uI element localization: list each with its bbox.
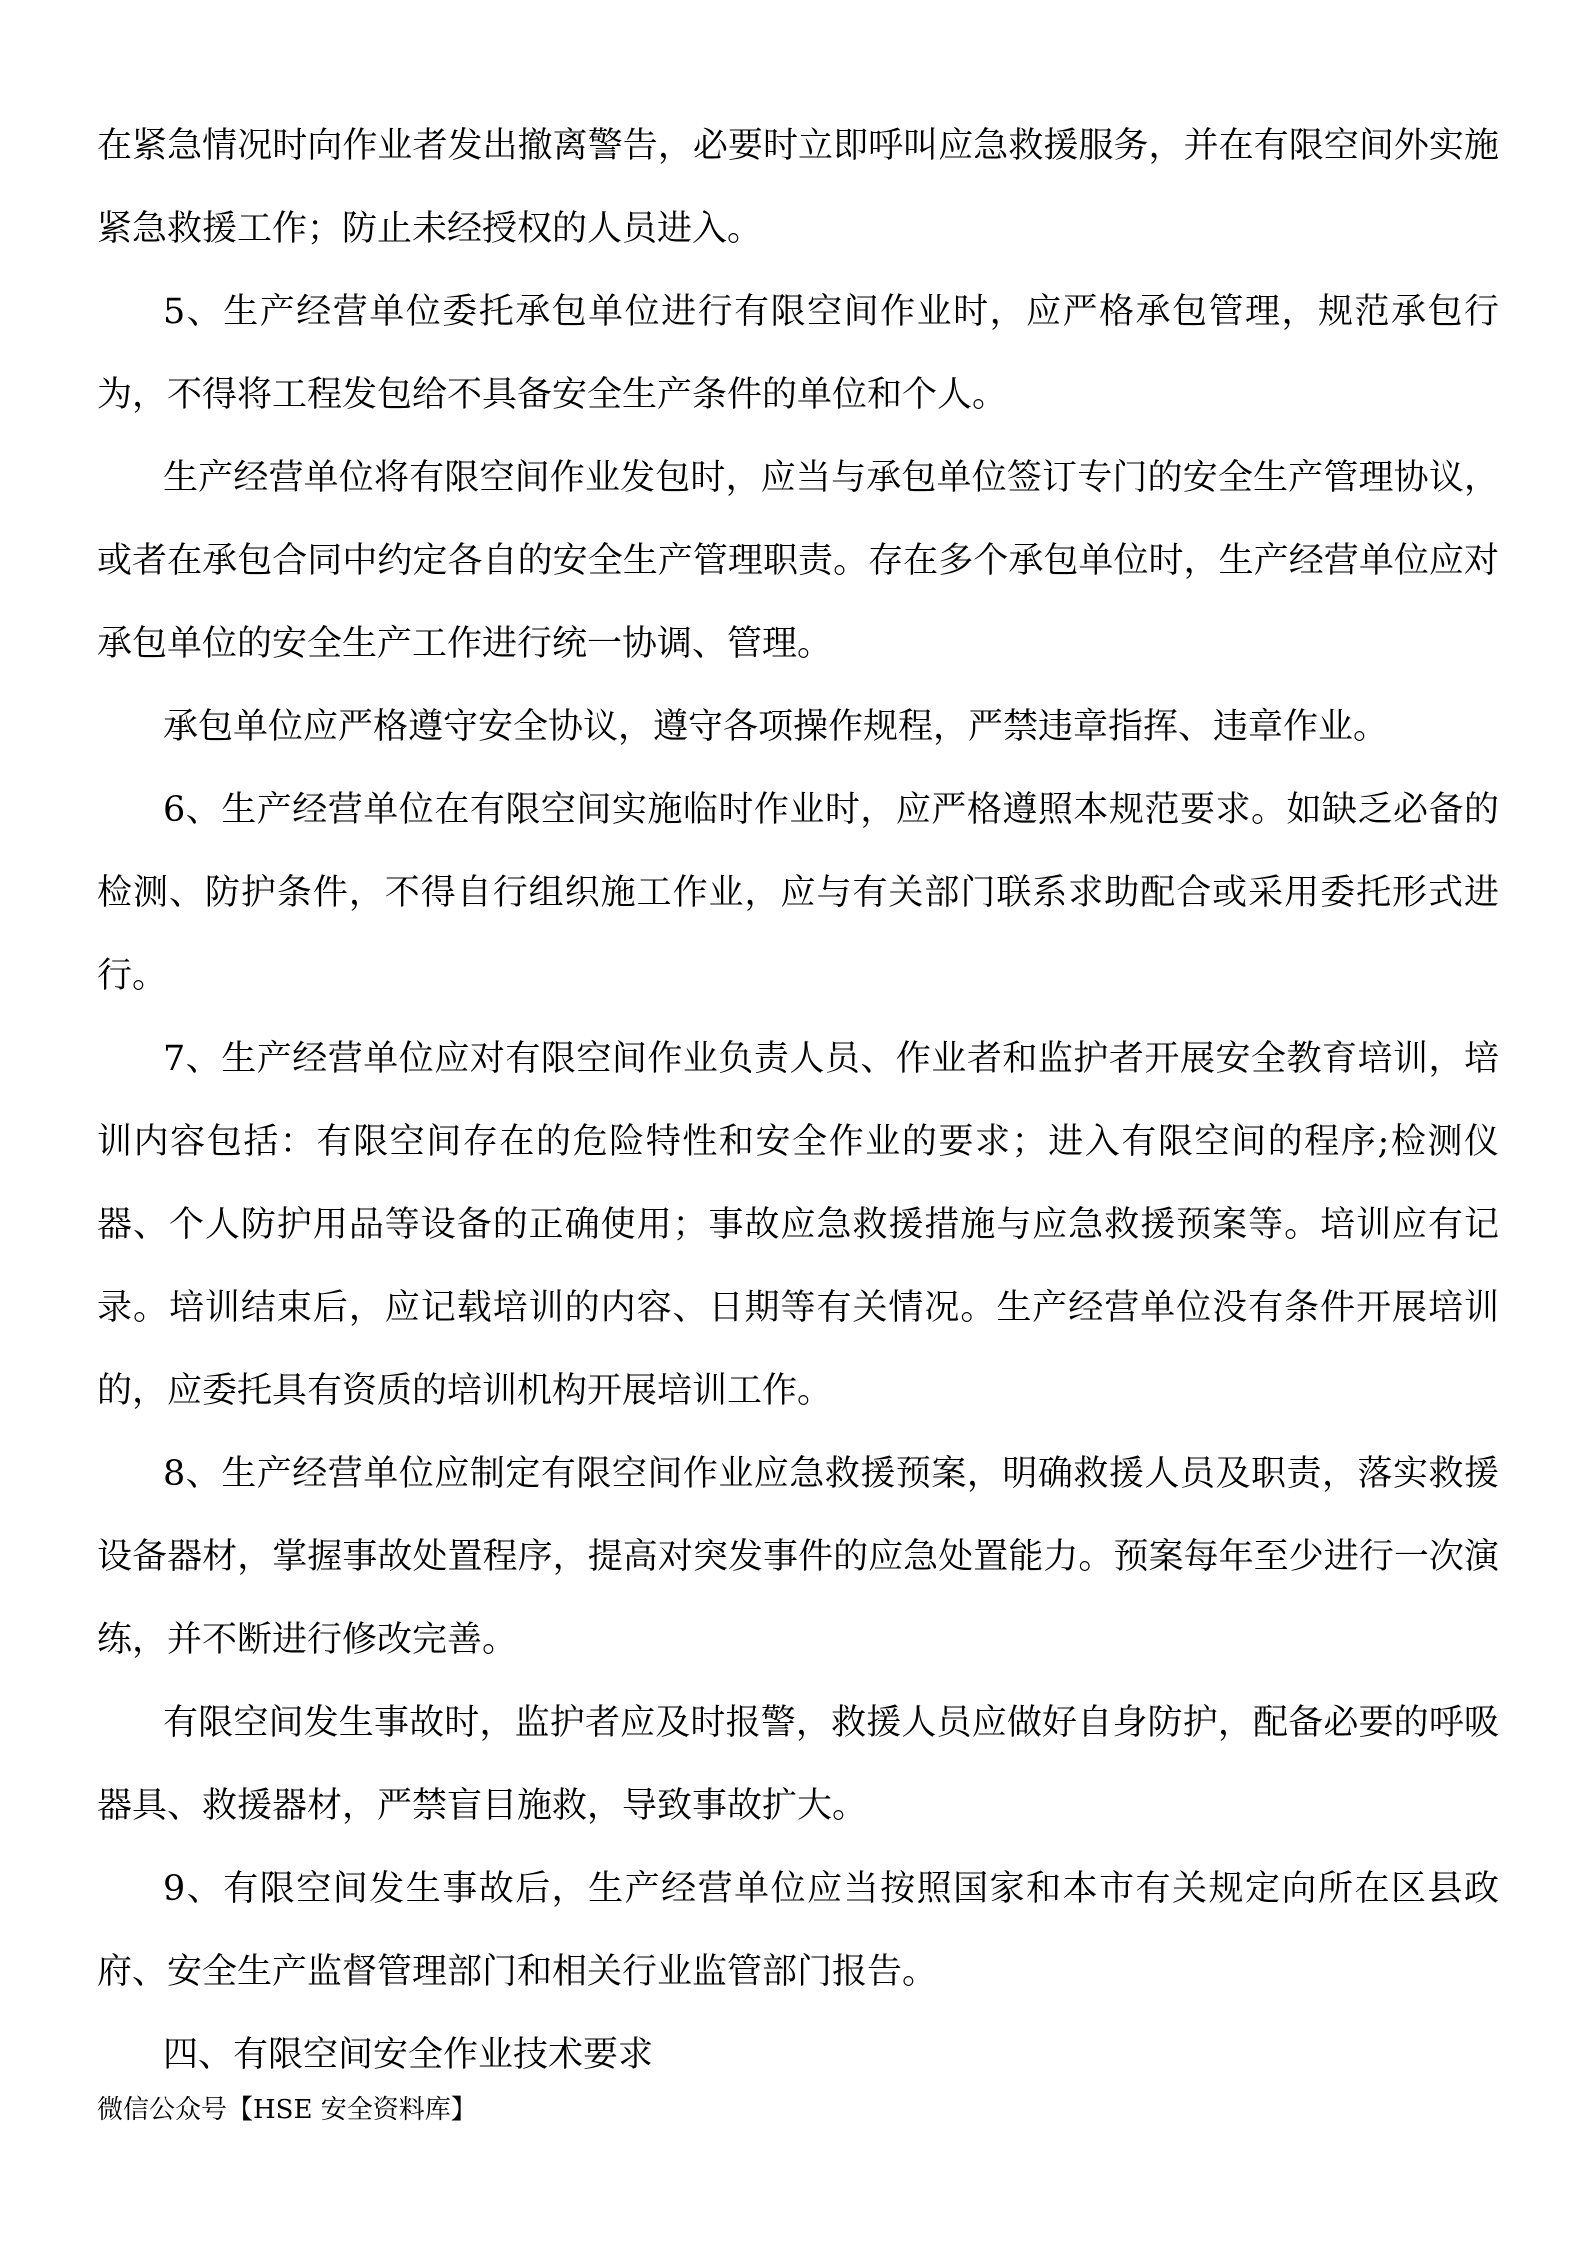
paragraph-contractor-compliance: 承包单位应严格遵守安全协议，遵守各项操作规程，严禁违章指挥、违章作业。 [163, 707, 1389, 747]
footer-watermark-text: 微信公众号【HSE 安全资料库】 [97, 2095, 477, 2125]
paragraph-item-8: 8、生产经营单位应制定有限空间作业应急救援预案，明确救援人员及职责，落实救援设备器材，掌握事故处置程序，提高对突发事件的应急处置能力。预案每年至少进行一次演练，并不断进行修改完善。 [97, 1454, 1499, 1660]
paragraph-emergency-warning: 在紧急情况时向作业者发出撤离警告，必要时立即呼叫应急救援服务，并在有限空间外实施紧急救援工作；防止未经授权的人员进入。 [97, 126, 1499, 249]
paragraph-item-7: 7、生产经营单位应对有限空间作业负责人员、作业者和监护者开展安全教育培训，培训内容包括：有限空间存在的危险特性和安全作业的要求；进入有限空间的程序;检测仪器、个人防护用品等设备的正确使用；事故应急救援措施与应急救援预案等。培训应有记录。培训结束后，应记载培训的内容、日期等有关情况。生产经营单位没有条件开展培训的，应委托具有资质的培训机构开展培训工作。 [97, 1039, 1499, 1411]
paragraph-item-5: 5、生产经营单位委托承包单位进行有限空间作业时，应严格承包管理，规范承包行为，不得将工程发包给不具备安全生产条件的单位和个人。 [97, 292, 1499, 415]
paragraph-item-9: 9、有限空间发生事故后，生产经营单位应当按照国家和本市有关规定向所在区县政府、安全生产监督管理部门和相关行业监管部门报告。 [97, 1869, 1499, 1992]
paragraph-item-6: 6、生产经营单位在有限空间实施临时作业时，应严格遵照本规范要求。如缺乏必备的检测、防护条件，不得自行组织施工作业，应与有关部门联系求助配合或采用委托形式进行。 [97, 790, 1499, 996]
section-heading-4: 四、有限空间安全作业技术要求 [163, 2035, 654, 2075]
paragraph-accident-response: 有限空间发生事故时，监护者应及时报警，救援人员应做好自身防护，配备必要的呼吸器具、救援器材，严禁盲目施救，导致事故扩大。 [97, 1703, 1499, 1826]
paragraph-subcontract-agreement: 生产经营单位将有限空间作业发包时，应当与承包单位签订专门的安全生产管理协议，或者在承包合同中约定各自的安全生产管理职责。存在多个承包单位时，生产经营单位应对承包单位的安全生产工作进行统一协调、管理。 [97, 458, 1499, 664]
document-body [97, 105, 1499, 2097]
